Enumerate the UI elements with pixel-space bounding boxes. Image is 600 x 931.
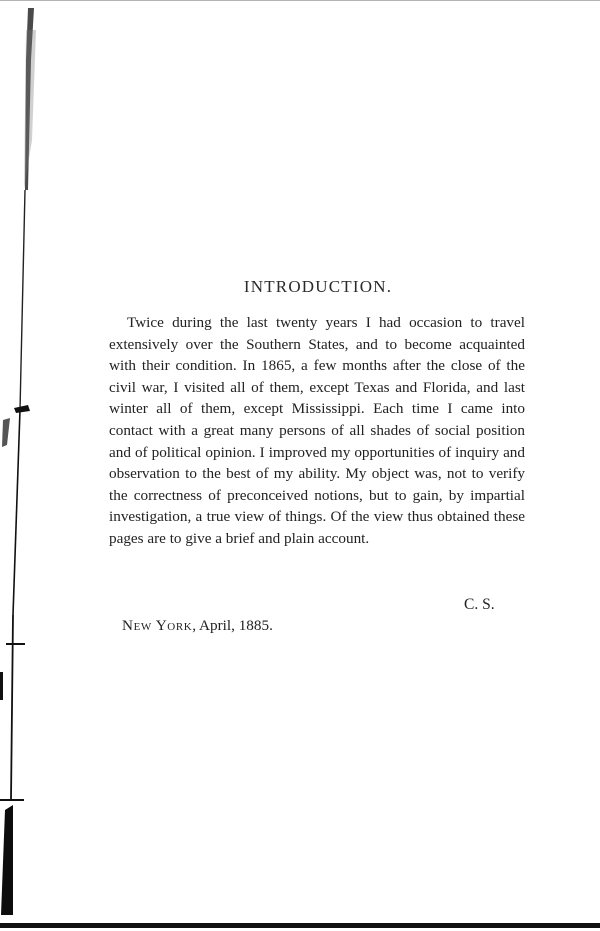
binding-mark: [0, 672, 3, 700]
binding-line-mid: [20, 190, 25, 410]
top-edge-line: [0, 0, 600, 1]
bottom-edge-line: [0, 923, 600, 928]
binding-line-bottom: [11, 615, 13, 800]
page-binding-edge: [0, 0, 60, 931]
dateline-date: , April, 1885.: [192, 617, 273, 634]
author-initials: C. S.: [464, 596, 495, 613]
introduction-paragraph: Twice during the last twenty years I had occasion to travel extensively over the Southern States, and to become acquainted with their condition. In 1865, a few months after the close of the civil war, I visited all of them, except Texas and Florida, and last winter all of them, except Mississippi. Each time I came into contact with a great many persons of all shades of social position and of political opinion. I improved my opportunities of inquiry and observation to the best of my ability. My object was, not to verify the correctness of preconceived notions, but to gain, by impartial investigation, a true view of things. Of the view thus obtained these pages are to give a brief and plain account.: [109, 314, 525, 547]
binding-shadow-top: [24, 30, 36, 190]
binding-clip: [14, 405, 30, 413]
binding-line-low: [13, 410, 20, 615]
binding-fragment: [2, 418, 10, 447]
chapter-heading: INTRODUCTION.: [243, 277, 393, 296]
binding-foot: [1, 805, 13, 915]
dateline-place: New York: [122, 617, 193, 634]
dateline: [122, 617, 273, 635]
